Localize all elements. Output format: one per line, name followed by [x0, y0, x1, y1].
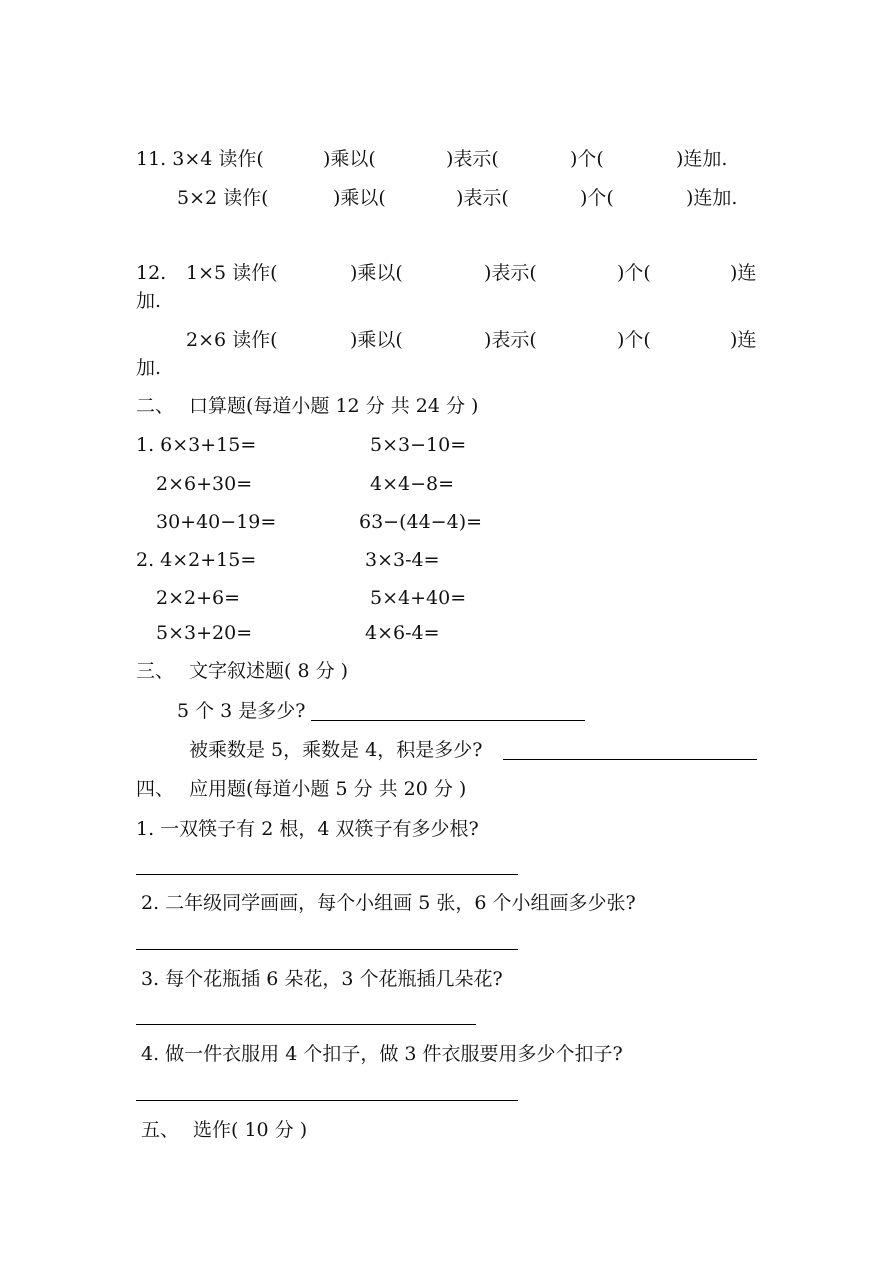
sec5-heading: 选作( 10 分 )	[193, 1119, 308, 1141]
q11-row2-d: )个(	[580, 187, 614, 209]
sec2-g1-r2-right: 4×4−8=	[370, 473, 455, 495]
q11-row2-e: )连加.	[686, 187, 738, 209]
q12-row1-d: )个(	[617, 262, 651, 284]
sec3-answer-line-1[interactable]	[311, 720, 585, 721]
sec2-g1-r1-left: 1. 6×3+15=	[136, 434, 257, 456]
sec3-answer-line-2[interactable]	[503, 759, 757, 760]
q12-row2-wrap: 加.	[136, 357, 162, 379]
q11-row1-a: 11. 3×4 读作(	[136, 148, 264, 170]
sec4-heading: 应用题(每道小题 5 分 共 20 分 )	[189, 778, 467, 800]
sec3-question-2: 被乘数是 5，乘数是 4，积是多少?	[189, 739, 483, 761]
sec4-answer-line-2[interactable]	[136, 949, 518, 950]
sec3-question-1: 5 个 3 是多少?	[177, 700, 306, 722]
q12-row2-b: )乘以(	[350, 329, 403, 351]
q12-row1-a: 1×5 读作(	[186, 262, 278, 284]
q12-row2-e: )连	[730, 329, 757, 351]
sec3-number: 三、	[136, 660, 175, 682]
sec2-g1-r2-left: 2×6+30=	[156, 473, 253, 495]
q11-row1-d: )个(	[570, 148, 604, 170]
sec2-heading: 口算题(每道小题 12 分 共 24 分 )	[189, 395, 479, 417]
sec2-g2-r3-right: 4×6-4=	[365, 622, 440, 644]
q11-row1-b: )乘以(	[323, 148, 376, 170]
sec4-question-4: 4. 做一件衣服用 4 个扣子，做 3 件衣服要用多少个扣子?	[141, 1043, 623, 1065]
q11-row2-c: )表示(	[456, 187, 509, 209]
sec2-g2-r2-left: 2×2+6=	[156, 587, 241, 609]
q12-row1-e: )连	[730, 262, 757, 284]
q12-row1-wrap: 加.	[136, 290, 162, 312]
sec3-heading: 文字叙述题( 8 分 )	[189, 660, 349, 682]
sec2-g1-r3-right: 63−(44−4)=	[359, 511, 483, 533]
q12-row2-a: 2×6 读作(	[186, 329, 278, 351]
sec2-g1-r1-right: 5×3−10=	[370, 434, 467, 456]
sec4-question-2: 2. 二年级同学画画，每个小组画 5 张，6 个小组画多少张?	[141, 892, 636, 914]
sec2-g2-r2-right: 5×4+40=	[370, 587, 467, 609]
sec2-g2-r3-left: 5×3+20=	[156, 622, 253, 644]
q12-row2-d: )个(	[617, 329, 651, 351]
sec4-answer-line-4[interactable]	[136, 1100, 518, 1101]
sec5-number: 五、	[141, 1119, 180, 1141]
q12-row2-c: )表示(	[484, 329, 537, 351]
sec2-g2-r1-left: 2. 4×2+15=	[136, 549, 257, 571]
sec4-question-3: 3. 每个花瓶插 6 朵花，3 个花瓶插几朵花?	[141, 968, 503, 990]
q12-row1-b: )乘以(	[350, 262, 403, 284]
q11-row1-e: )连加.	[676, 148, 728, 170]
q11-row2-b: )乘以(	[333, 187, 386, 209]
sec2-g2-r1-right: 3×3-4=	[365, 549, 440, 571]
q11-row1-c: )表示(	[446, 148, 499, 170]
q12-row1-c: )表示(	[484, 262, 537, 284]
sec4-answer-line-1[interactable]	[136, 874, 518, 875]
sec2-number: 二、	[136, 395, 175, 417]
q12-number: 12.	[136, 262, 167, 284]
sec2-g1-r3-left: 30+40−19=	[156, 511, 277, 533]
q11-row2-a: 5×2 读作(	[177, 187, 269, 209]
sec4-number: 四、	[136, 778, 175, 800]
sec4-answer-line-3[interactable]	[136, 1024, 476, 1025]
sec4-question-1: 1. 一双筷子有 2 根，4 双筷子有多少根?	[136, 818, 479, 840]
